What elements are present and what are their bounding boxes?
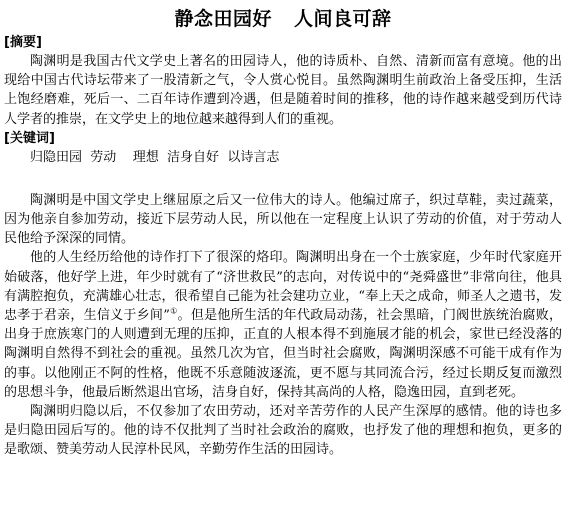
title-part-2: 人间良可辞	[294, 8, 392, 30]
document-title	[4, 5, 562, 33]
abstract-label: [摘要]	[4, 35, 42, 50]
keywords-text: 归隐田园 劳动 理想 洁身自好 以诗言志	[30, 149, 280, 165]
paragraph-2-text-b: 。但是他所生活的年代政局动荡，社会黑暗，门阀世族统治腐败，出身于庶族寒门的人则遭到无理的压抑，正直的人根本得不到施展才能的机会，家世已经没落的陶渊明自然得不到社会的重视。虽然几次为官，但当时社会腐败，陶渊明深感不可能干成有作为的事。以他刚正不阿的性格，他既不乐意随波逐流，更不愿与其同流合污，经过长期反复而激烈的思想斗争，他最后断然退出官场，洁身自好，保持其高尚的人格，隐逸田园，直到老死。	[4, 308, 562, 400]
body-paragraph-3: 陶渊明归隐以后，不仅参加了农田劳动，还对辛苦劳作的人民产生深厚的感情。他的诗也多是归隐田园后写的。他的诗不仅批判了当时社会政治的腐败，也抒发了他的理想和抱负，更多的是歌颂、赞美劳动人民淳朴民风，辛勤劳作生活的田园诗。	[4, 404, 562, 458]
title-part-1: 静念田园好	[174, 8, 272, 30]
footnote-marker: ①	[169, 306, 178, 316]
keywords-label: [关键词]	[4, 130, 55, 146]
abstract-text: 陶渊明是我国古代文学史上著名的田园诗人，他的诗质朴、自然、清新而富有意境。他的出现给中国古代诗坛带来了一股清新之气，令人赏心悦目。虽然陶渊明生前政治上备受压抑，生活上饱经磨难，死后一、二百年诗作遭到冷遇，但是随着时间的推移，他的诗作越来越受到历代诗人学者的推崇，在文学史上的地位越来越得到人们的重视。	[4, 54, 562, 127]
body-paragraph-2	[4, 248, 562, 402]
body-paragraph-1: 陶渊明是中国文学史上继屈原之后又一位伟大的诗人。他编过席子，织过草鞋，卖过蔬菜，因为他亲自参加劳动，接近下层劳动人民，所以他在一定程度上认识了劳动的价值，对于劳动人民他给予深深的同情。	[4, 192, 562, 247]
paragraph-2-text-a: 他的人生经历给他的诗作打下了很深的烙印。陶渊明出身在一个士族家庭，少年时代家庭开始破落，他好学上进，年少时就有了“济世救民”的志向，对传说中的“尧舜盛世”非常向往，他具有满腔抱负，充满雄心壮志，很希望自己能为社会建功立业，“奉上天之成命，师圣人之遗书，发忠孝于君亲，生信义于乡间”	[4, 250, 562, 324]
